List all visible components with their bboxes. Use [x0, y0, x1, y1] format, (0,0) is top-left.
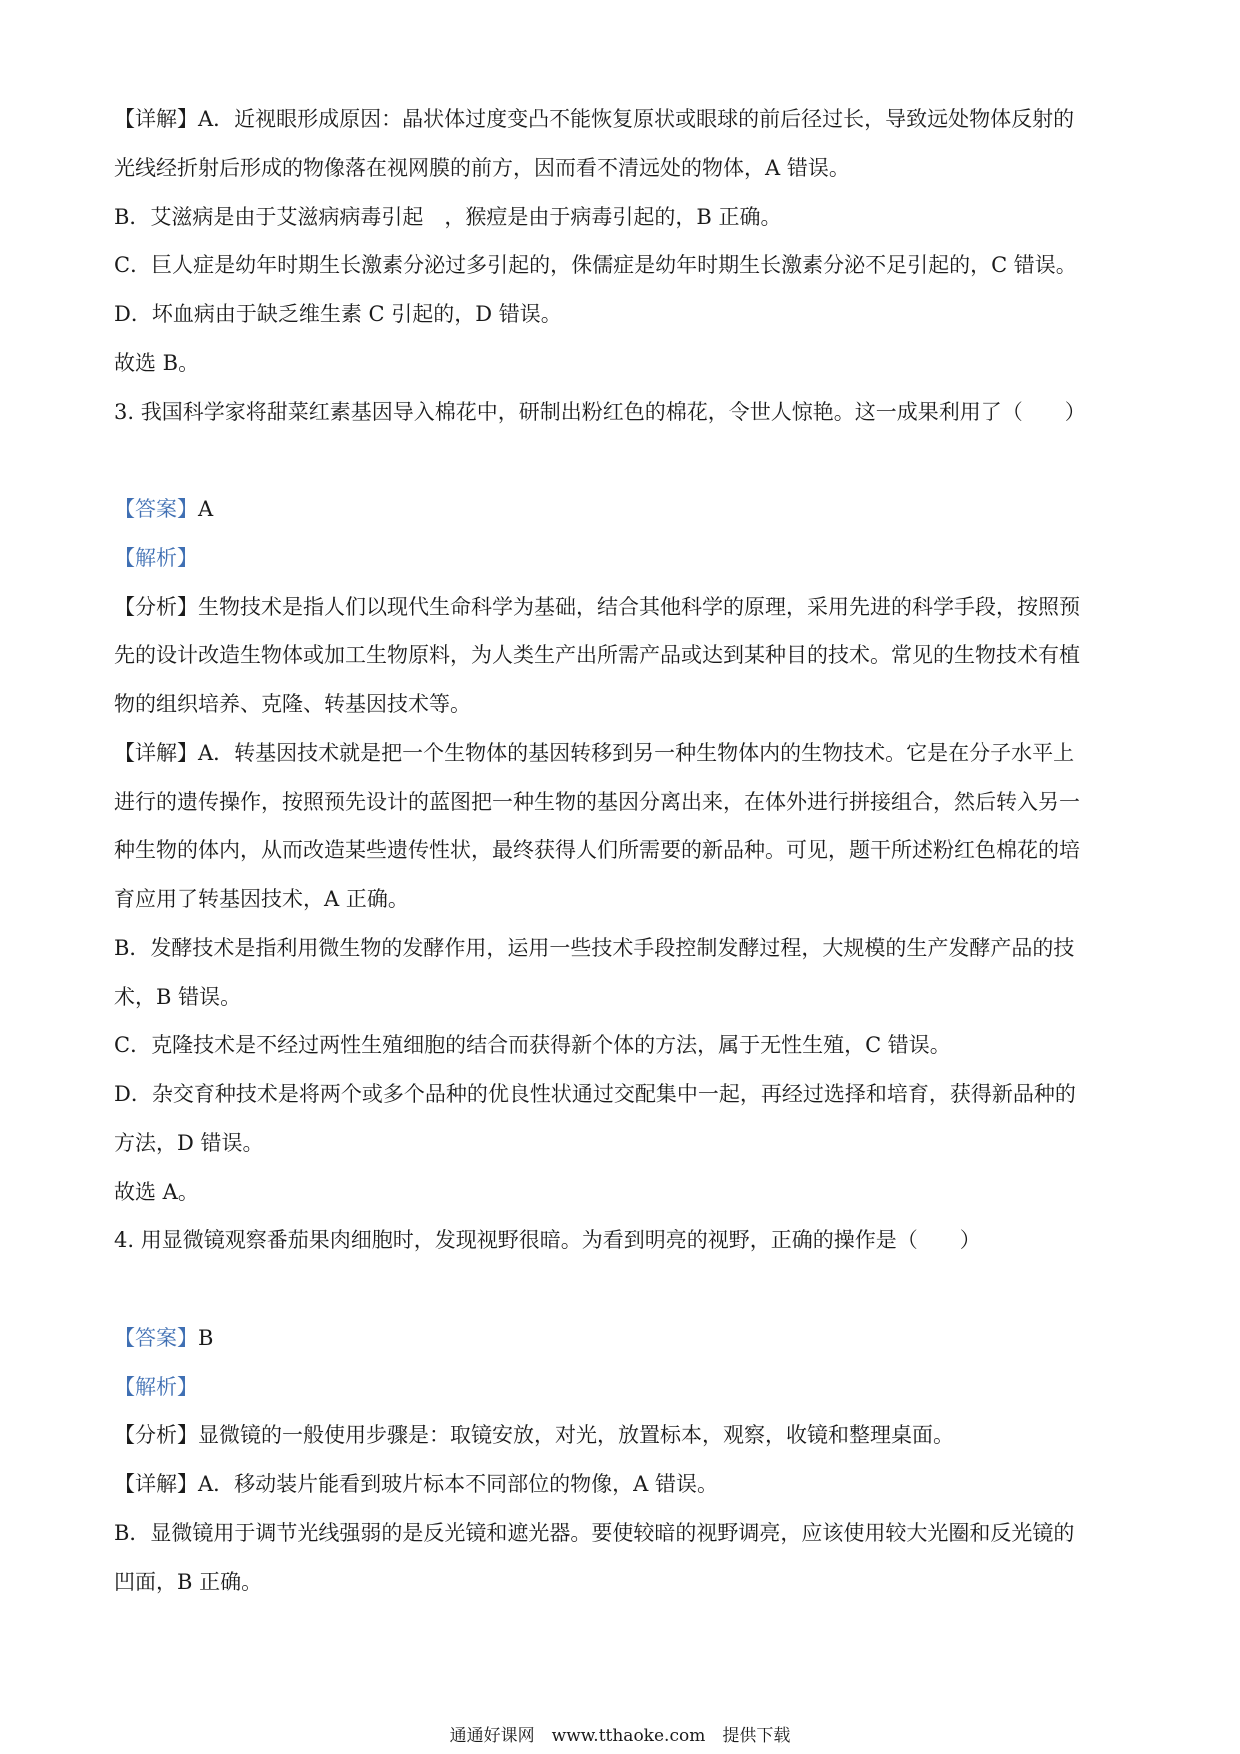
line-text: 生物技术是指人们以现代生命科学为基础，结合其他科学的原理，采用先进的科学手段，按照预: [198, 594, 1080, 619]
line-text: 3. 我国科学家将甜菜红素基因导入棉花中，研制出粉红色的棉花，令世人惊艳。这一成果利用了（ ）: [114, 399, 1086, 424]
text-line: [114, 592, 1124, 622]
text-line: [114, 738, 1124, 768]
text-line: [114, 1518, 1124, 1548]
line-text: 4. 用显微镜观察番茄果肉细胞时，发现视野很暗。为看到明亮的视野，正确的操作是（ ）: [114, 1228, 981, 1253]
page-footer: 通通好课网 www.tthaoke.com 提供下载: [449, 1726, 791, 1746]
text-line: [114, 787, 1124, 817]
line-text: D．坏血病由于缺乏维生素 C 引起的，D 错误。: [114, 302, 562, 326]
line-text: 凹面，B 正确。: [114, 1569, 263, 1594]
line-text: A: [198, 497, 214, 521]
text-line: [114, 1567, 1124, 1597]
text-line: [114, 1372, 1124, 1402]
line-text: 物的组织培养、克隆、转基因技术等。: [114, 692, 471, 716]
text-line: [114, 1469, 1124, 1499]
line-text: 显微镜的一般使用步骤是：取镜安放，对光，放置标本，观察，收镜和整理桌面。: [198, 1423, 954, 1448]
line-text: 故选 B。: [114, 350, 200, 375]
line-text: B: [198, 1325, 214, 1350]
section-tag: 【详解】: [114, 740, 198, 765]
line-text: D．杂交育种技术是将两个或多个品种的优良性状通过交配集中一起，再经过选择和培育，获得新品种的: [114, 1082, 1076, 1106]
line-text: C．巨人症是幼年时期生长激素分泌过多引起的，侏儒症是幼年时期生长激素分泌不足引起的，C 错误。: [114, 253, 1077, 278]
text-line: [114, 250, 1124, 280]
section-tag: 【详解】: [114, 1472, 198, 1496]
text-line: [114, 543, 1124, 573]
line-text: B．发酵技术是指利用微生物的发酵作用，运用一些技术手段控制发酵过程，大规模的生产发酵产品的技: [114, 935, 1075, 960]
text-line: [114, 299, 1124, 329]
text-line: [114, 933, 1124, 963]
line-text: 进行的遗传操作，按照预先设计的蓝图把一种生物的基因分离出来，在体外进行拼接组合，然后转入另一: [114, 789, 1080, 814]
line-text: 术，B 错误。: [114, 984, 242, 1009]
text-line: [114, 153, 1124, 183]
text-line: [114, 104, 1124, 134]
line-text: A．近视眼形成原因：晶状体过度变凸不能恢复原状或眼球的前后径过长，导致远处物体反射的: [198, 107, 1075, 131]
section-tag: 【答案】: [114, 497, 198, 521]
text-line: [114, 1128, 1124, 1158]
section-tag: 【分析】: [114, 1423, 198, 1448]
text-line: [114, 202, 1124, 232]
text-line: [114, 1225, 1124, 1255]
line-text: 光线经折射后形成的物像落在视网膜的前方，因而看不清远处的物体，A 错误。: [114, 155, 850, 180]
line-text: B．显微镜用于调节光线强弱的是反光镜和遮光器。要使较暗的视野调亮，应该使用较大光圈和反光镜的: [114, 1520, 1075, 1545]
text-line: [114, 1030, 1124, 1060]
line-text: 故选 A。: [114, 1179, 199, 1204]
line-text: 先的设计改造生物体或加工生物原料，为人类生产出所需产品或达到某种目的技术。常见的生物技术有植: [114, 643, 1080, 668]
text-line: [114, 640, 1124, 670]
line-text: A．转基因技术就是把一个生物体的基因转移到另一种生物体内的生物技术。它是在分子水平上: [198, 740, 1075, 765]
section-tag: 【解析】: [114, 545, 198, 570]
text-line: [114, 689, 1124, 719]
text-line: [114, 884, 1124, 914]
line-text: 方法，D 错误。: [114, 1130, 264, 1155]
line-text: 育应用了转基因技术，A 正确。: [114, 887, 409, 911]
text-line: [114, 494, 1124, 524]
line-text: C．克隆技术是不经过两性生殖细胞的结合而获得新个体的方法，属于无性生殖，C 错误。: [114, 1033, 951, 1058]
text-line: [114, 1177, 1124, 1207]
section-tag: 【详解】: [114, 107, 198, 131]
line-text: 种生物的体内，从而改造某些遗传性状，最终获得人们所需要的新品种。可见，题干所述粉红色棉花的培: [114, 838, 1080, 863]
section-tag: 【分析】: [114, 594, 198, 619]
text-line: [114, 348, 1124, 378]
line-text: B．艾滋病是由于艾滋病病毒引起 ，猴痘是由于病毒引起的，B 正确。: [114, 204, 782, 229]
text-line: [114, 397, 1124, 427]
line-text: A．移动装片能看到玻片标本不同部位的物像，A 错误。: [198, 1472, 719, 1496]
text-line: [114, 1420, 1124, 1450]
text-line: [114, 1323, 1124, 1353]
text-line: [114, 1079, 1124, 1109]
text-line: [114, 982, 1124, 1012]
section-tag: 【解析】: [114, 1374, 198, 1399]
section-tag: 【答案】: [114, 1325, 198, 1350]
text-line: [114, 835, 1124, 865]
